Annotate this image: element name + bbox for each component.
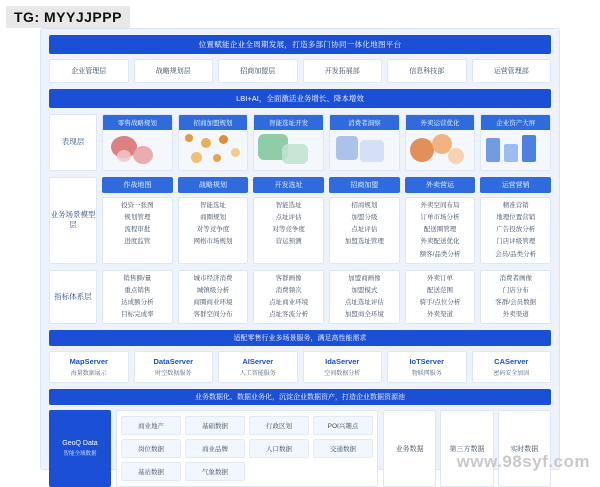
indicator-cell: 客群/会员数据: [495, 298, 537, 306]
map-thumbnail: [179, 130, 248, 170]
business-column-header[interactable]: 开发选址: [253, 177, 324, 193]
business-column-body: [102, 197, 551, 264]
card-title: 招商加盟规划: [179, 115, 248, 130]
data-layer: [49, 410, 551, 487]
business-cell: 地理位置营销: [496, 214, 536, 222]
server-card[interactable]: [134, 351, 214, 383]
business-cell: 订单市场分析: [420, 214, 460, 222]
server-name: IoTServer: [409, 357, 445, 367]
department-item[interactable]: 战略规划层: [134, 59, 214, 83]
business-cell: 进度监管: [124, 238, 151, 246]
indicator-column: [253, 270, 324, 325]
card-title: 外卖运营优化: [406, 115, 475, 130]
data-banner: 业务数据化、数据业务化，沉淀企业数据资产，打造企业数据资源池: [49, 389, 551, 405]
server-card[interactable]: [303, 351, 383, 383]
business-column-header[interactable]: 战略规划: [178, 177, 249, 193]
data-side-box[interactable]: 业务数据: [383, 410, 436, 487]
indicator-cell: 城市经济消费: [193, 274, 233, 282]
data-chip[interactable]: 岗位数据: [121, 439, 181, 458]
indicator-cell: 点址选址评估: [344, 298, 384, 306]
business-column-header[interactable]: 招商加盟: [329, 177, 400, 193]
business-cell: 商圈规划: [200, 214, 226, 222]
indicator-cell: 加盟商画像: [348, 274, 381, 282]
lbi-banner: LBI+AI，全面激活业务增长、降本增效: [49, 89, 551, 108]
business-cell: 外卖配送优化: [420, 238, 460, 246]
indicator-cell: 消费频次: [275, 286, 302, 294]
presentation-layer-label: 表现层: [49, 114, 97, 171]
data-chip[interactable]: 人口数据: [249, 439, 309, 458]
business-cell: 投资一张图: [121, 202, 154, 209]
geoq-sub: 智能全域数据: [63, 450, 97, 457]
business-layer-label: 业务场景模型层: [49, 177, 97, 264]
business-cell: 对等竞争度: [272, 226, 305, 234]
server-desc: 时空数据服务: [155, 371, 192, 378]
data-side-group: [383, 410, 551, 487]
indicator-cell: 骑手/点位分析: [419, 298, 461, 306]
indicator-cell: 外卖渠道: [502, 311, 529, 318]
data-side-box[interactable]: 实时数据: [498, 410, 551, 487]
geoq-name: GeoQ Data: [62, 440, 98, 448]
data-chip[interactable]: 基站数据: [121, 462, 181, 481]
presentation-card[interactable]: [329, 114, 400, 171]
card-title: 企业资产大屏: [481, 115, 550, 130]
business-cell: 智能选址: [200, 202, 226, 209]
business-column-header[interactable]: 运营营销: [480, 177, 551, 193]
indicator-cell: 商圈商业环境: [193, 298, 233, 306]
department-item[interactable]: 开发拓展部: [303, 59, 383, 83]
server-name: CAServer: [494, 357, 529, 367]
map-thumbnail: [330, 130, 399, 170]
dashboard-thumbnail: [481, 130, 550, 170]
business-cell: 招商规划: [351, 202, 378, 209]
indicator-cell: 目标完成率: [121, 311, 154, 318]
indicator-column: [480, 270, 551, 325]
data-chip[interactable]: 基础数据: [185, 416, 245, 435]
server-name: IdaServer: [325, 357, 360, 367]
server-name: AIServer: [242, 357, 274, 367]
data-side-box[interactable]: 第三方数据: [440, 410, 493, 487]
business-cell: 规划管理: [124, 214, 151, 222]
server-row: [49, 351, 551, 383]
business-cell: 会员/品类分析: [495, 250, 537, 258]
business-column-header[interactable]: 外卖营运: [405, 177, 476, 193]
presentation-card[interactable]: [253, 114, 324, 171]
watermark: www.98syf.com: [456, 452, 590, 471]
indicator-layer-label: 指标体系层: [49, 270, 97, 325]
business-column: [253, 197, 324, 264]
business-cell: 营运预测: [275, 238, 302, 246]
indicator-cell: 门店分布: [502, 286, 529, 294]
indicator-cell: 消费者画像: [499, 274, 532, 282]
presentation-card[interactable]: [102, 114, 173, 171]
business-cell: 对等竞争度: [196, 226, 230, 234]
business-cell: 门店评级管理: [496, 238, 536, 246]
business-column: [405, 197, 476, 264]
business-column-header[interactable]: 作战地图: [102, 177, 173, 193]
indicator-column: [329, 270, 400, 325]
business-cell: 精准营销: [502, 202, 529, 209]
indicator-column: [102, 270, 173, 325]
data-chip[interactable]: 行政区划: [249, 416, 309, 435]
map-thumbnail: [103, 130, 172, 170]
indicator-cell: 城镇级分析: [196, 286, 230, 294]
indicator-cell: 外卖渠道: [427, 311, 454, 318]
server-card[interactable]: [472, 351, 552, 383]
presentation-card[interactable]: [178, 114, 249, 171]
business-cell: 点址评估: [351, 226, 378, 234]
indicator-cell: 配送范围: [427, 286, 454, 294]
data-chip[interactable]: POI兴趣点: [313, 416, 373, 435]
server-desc: 密码安全加固: [493, 371, 530, 378]
indicator-column: [178, 270, 249, 325]
server-banner: 适配零售行业多场景服务，满足高性能需求: [49, 330, 551, 346]
business-column: [102, 197, 173, 264]
indicator-cell: 达成额分析: [121, 298, 154, 306]
presentation-card[interactable]: [405, 114, 476, 171]
map-thumbnail: [406, 130, 475, 170]
server-desc: 物联网服务: [411, 371, 442, 378]
indicator-cell: 加盟商全环境: [344, 311, 384, 318]
geoq-brand: [49, 410, 111, 487]
department-row: [49, 59, 551, 83]
indicator-cell: 重点销售: [124, 286, 151, 294]
server-card[interactable]: [218, 351, 298, 383]
business-column: [329, 197, 400, 264]
data-chip[interactable]: 商业地产: [121, 416, 181, 435]
indicator-cell: 客群画像: [275, 274, 302, 282]
business-column-headers: [102, 177, 551, 193]
indicator-layer: [49, 270, 551, 325]
data-chip[interactable]: 商业品牌: [185, 439, 245, 458]
business-cell: 流程审批: [124, 226, 151, 234]
server-card[interactable]: [49, 351, 129, 383]
server-name: DataServer: [153, 357, 194, 367]
indicator-column: [405, 270, 476, 325]
business-cell: 网格市场规划: [193, 238, 233, 246]
business-cell: 点址评估: [275, 214, 302, 222]
business-scene-layer: [49, 177, 551, 264]
department-item[interactable]: 招商加盟层: [218, 59, 298, 83]
business-cell: 广告投放分析: [496, 226, 536, 234]
presentation-layer: [49, 114, 551, 171]
indicator-cell: 加盟模式: [351, 286, 378, 294]
business-cell: 额客/品类分析: [419, 250, 461, 258]
indicator-cell: 客群空间分布: [193, 311, 233, 318]
server-name: MapServer: [69, 357, 108, 367]
indicator-cell: 点址客流分析: [269, 311, 309, 318]
business-cell: 配送圈管理: [423, 226, 457, 234]
business-cell: 智能选址: [275, 202, 302, 209]
business-column: [480, 197, 551, 264]
indicator-cell: 销售额/量: [123, 274, 152, 282]
architecture-diagram: [40, 28, 560, 477]
indicator-cell: 外卖订单: [427, 274, 454, 282]
business-column: [178, 197, 249, 264]
card-title: 零售战略规划: [103, 115, 172, 130]
department-item[interactable]: 信息科技部: [387, 59, 467, 83]
card-title: 智能选址开发: [254, 115, 323, 130]
business-cell: 外卖空间布局: [420, 202, 460, 209]
map-thumbnail: [254, 130, 323, 170]
data-chip-group: [116, 410, 378, 487]
top-banner: 位置赋能企业全周期发展，打造多部门协同一体化地图平台: [49, 35, 551, 54]
business-cell: 加盟分级: [351, 214, 378, 222]
server-desc: 人工智能服务: [239, 371, 276, 378]
data-chip[interactable]: 气象数据: [185, 462, 245, 481]
server-desc: 空间数据分析: [324, 371, 361, 378]
business-cell: 加盟选址管理: [344, 238, 384, 246]
server-desc: 海量数据展示: [70, 371, 107, 378]
server-card[interactable]: [387, 351, 467, 383]
presentation-card[interactable]: [480, 114, 551, 171]
data-chip[interactable]: 交通数据: [313, 439, 373, 458]
tg-badge: TG: MYYJJPPP: [6, 6, 130, 28]
department-item[interactable]: 运营管理部: [472, 59, 552, 83]
department-item[interactable]: 企业管理层: [49, 59, 129, 83]
card-title: 消费者洞察: [330, 115, 399, 130]
indicator-cell: 点址商业环境: [269, 298, 309, 306]
